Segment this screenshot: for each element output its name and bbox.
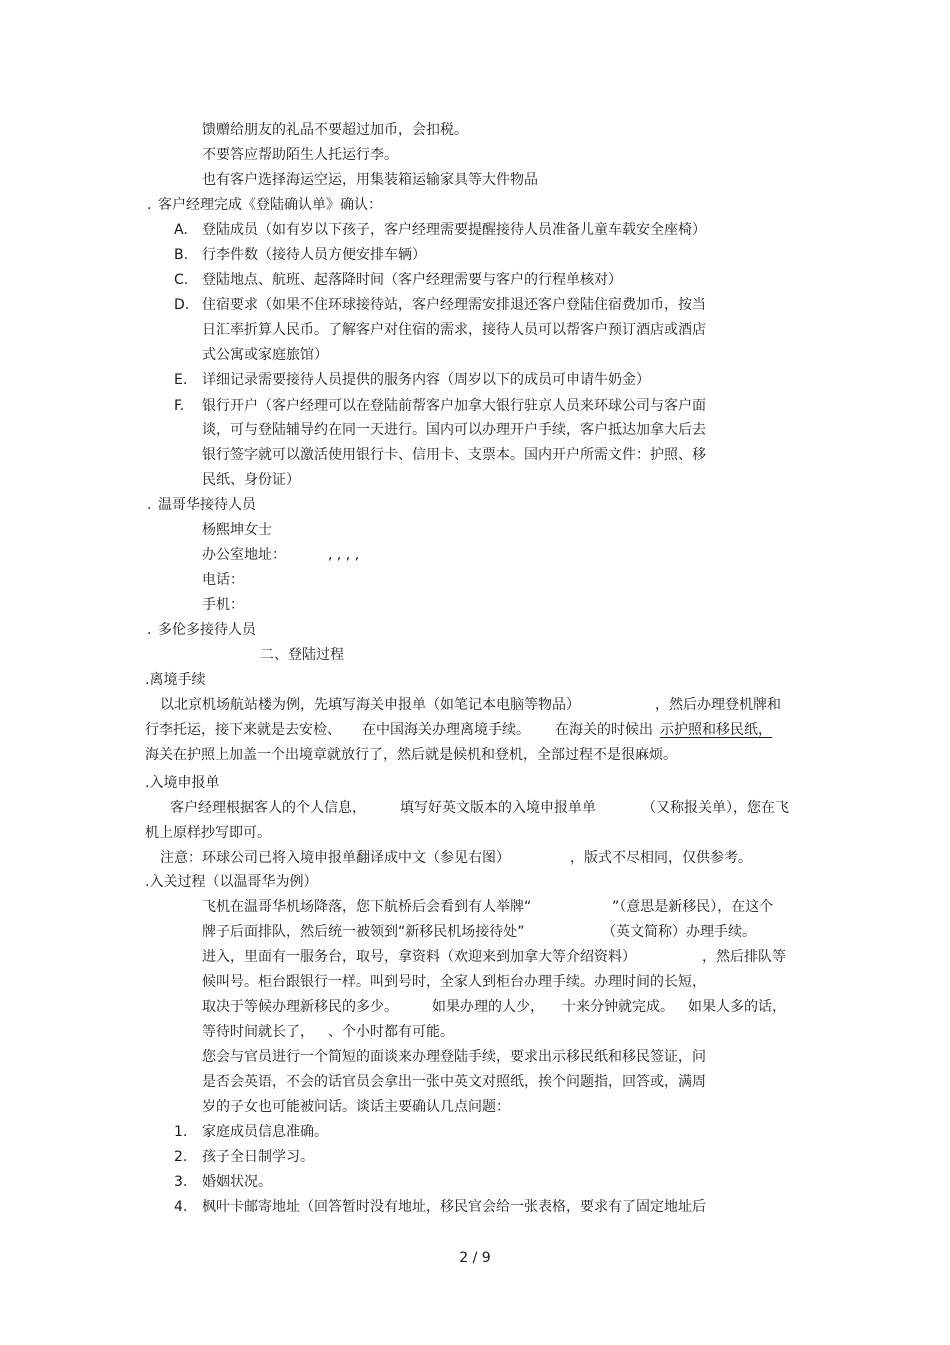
paragraph-line: 行李托运，接下来就是去安检、 [145,722,341,738]
page-number: 2 / 9 [459,1250,491,1266]
underlined-text: 示护照和移民纸， [660,722,772,738]
paragraph-line: 您会与官员进行一个简短的面谈来办理登陆手续，要求出示移民纸和移民签证，问 [202,1049,706,1065]
list-item: 家庭成员信息准确。 [202,1124,328,1140]
paragraph-line: ，然后排队等 [702,949,786,965]
subsection-heading: .离境手续 [145,672,206,688]
list-marker: 1. [174,1124,188,1140]
paragraph-line: 如果办理的人少， [432,999,544,1015]
list-item: 详细记录需要接待人员提供的服务内容（周岁以下的成员可申请牛奶金） [202,372,650,388]
list-item-continued: 谈，可与登陆辅导约在同一天进行。国内可以办理开户手续，客户抵达加拿大后去 [202,422,706,438]
list-marker: E. [174,372,188,388]
list-marker: F. [174,398,185,414]
chapter-title: 二、登陆过程 [260,647,344,663]
list-marker: B. [174,247,189,263]
paragraph-line: ”（意思是新移民），在这个 [612,899,774,915]
paragraph-line: 取决于等候办理新移民的多少。 [202,999,398,1015]
text-line: 也有客户选择海运空运，用集装箱运输家具等大件物品 [202,172,538,188]
paragraph-line: 岁的子女也可能被问话。谈话主要确认几点问题： [202,1099,510,1115]
list-marker: D. [174,297,190,313]
paragraph-line: 牌子后面排队，然后统一被领到“新移民机场接待处” [202,924,525,940]
paragraph-line: 客户经理根据客人的个人信息， [170,800,366,816]
note-line: 注意：环球公司已将入境申报单翻译成中文（参见右图） [160,850,510,866]
list-item: 枫叶卡邮寄地址（回答暂时没有地址，移民官会给一张表格，要求有了固定地址后 [202,1199,706,1215]
list-marker: . [147,622,152,638]
subsection-heading: .入关过程（以温哥华为例） [145,874,318,890]
list-item-continued: 式公寓或家庭旅馆） [202,347,328,363]
text-line: 不要答应帮助陌生人托运行李。 [202,147,398,163]
paragraph-line: 如果人多的话， [688,999,786,1015]
list-item: 住宿要求（如果不住环球接待站，客户经理需安排退还客户登陆住宿费加币，按当 [202,297,706,313]
address-label: 办公室地址： [202,547,286,563]
subsection-heading: .入境申报单 [145,775,220,791]
section-heading: 客户经理完成《登陆确认单》确认： [158,197,382,213]
list-item-continued: 民纸、身份证） [202,472,300,488]
note-line: ，版式不尽相同，仅供参考。 [570,850,752,866]
phone-label: 电话： [202,572,244,588]
paragraph-line: 等待时间就长了， [202,1024,314,1040]
list-marker: 4. [174,1199,188,1215]
list-item: 行李件数（接待人员方便安排车辆） [202,247,426,263]
mobile-label: 手机： [202,597,244,613]
paragraph-line: 候叫号。柜台跟银行一样。叫到号时，全家人到柜台办理手续。办理时间的长短， [202,974,706,990]
section-heading: 温哥华接待人员 [158,497,256,513]
paragraph-line: 海关在护照上加盖一个出境章就放行了，然后就是候机和登机，全部过程不是很麻烦。 [145,747,677,763]
list-item: 登陆地点、航班、起落降时间（客户经理需要与客户的行程单核对） [202,272,622,288]
list-marker: C. [174,272,189,288]
paragraph-line: 填写好英文版本的入境申报单单 [400,800,596,816]
list-marker: A. [174,222,188,238]
contact-name: 杨熙坤女士 [202,522,272,538]
list-item: 孩子全日制学习。 [202,1149,314,1165]
paragraph-line: （又称报关单），您在飞 [642,800,789,816]
list-item: 登陆成员（如有岁以下孩子，客户经理需要提醒接待人员准备儿童车载安全座椅） [202,222,706,238]
list-marker: 2. [174,1149,188,1165]
list-item: 银行开户（客户经理可以在登陆前帮客户加拿大银行驻京人员来环球公司与客户面 [202,398,706,414]
list-item-continued: 银行签字就可以激活使用银行卡、信用卡、支票本。国内开户所需文件：护照、移 [202,447,706,463]
list-marker: . [147,197,152,213]
paragraph-line: 飞机在温哥华机场降落，您下航桥后会看到有人举牌“ [202,899,532,915]
paragraph-line: 十来分钟就完成。 [562,999,674,1015]
paragraph-line: 进入，里面有一服务台，取号，拿资料（欢迎来到加拿大等介绍资料） [202,949,636,965]
paragraph-line: 在中国海关办理离境手续。 [362,722,530,738]
list-item-continued: 日汇率折算人民币。了解客户对住宿的需求，接待人员可以帮客户预订酒店或酒店 [202,322,706,338]
address-value: , , , , [328,547,360,563]
paragraph-line: 机上原样抄写即可。 [145,825,271,841]
list-marker: 3. [174,1174,188,1190]
paragraph-line: （英文简称）办理手续。 [602,924,756,940]
paragraph-line: 在海关的时候出 [555,722,653,738]
list-item: 婚姻状况。 [202,1174,272,1190]
paragraph-line: 、个小时都有可能。 [328,1024,454,1040]
paragraph-line: 是否会英语，不会的话官员会拿出一张中英文对照纸，挨个问题指，回答或，满周 [202,1074,706,1090]
paragraph-line: ，然后办理登机牌和 [655,697,781,713]
text-line: 馈赠给朋友的礼品不要超过加币，会扣税。 [202,122,468,138]
list-marker: . [147,497,152,513]
section-heading: 多伦多接待人员 [158,622,256,638]
paragraph-line: 以北京机场航站楼为例，先填写海关申报单（如笔记本电脑等物品） [160,697,580,713]
